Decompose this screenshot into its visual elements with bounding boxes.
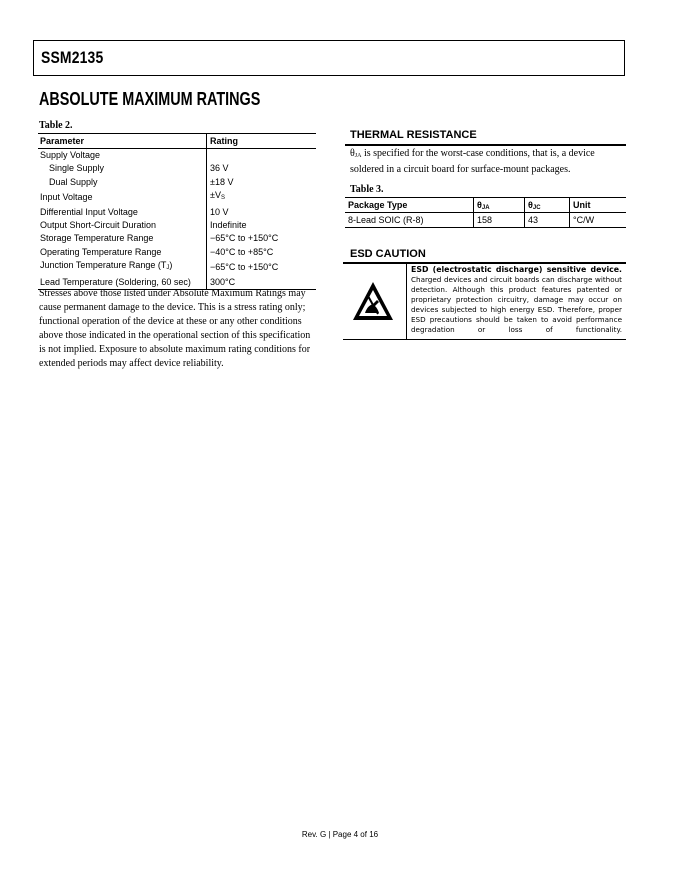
rating-cell xyxy=(207,149,317,163)
thermal-resistance-table xyxy=(345,197,626,228)
theta-ja-subscript: JA xyxy=(481,204,490,211)
parameter-suffix: ) xyxy=(169,260,173,271)
table-row xyxy=(38,189,316,205)
parameter-cell: Input Voltage xyxy=(40,191,93,202)
table-header-row xyxy=(38,134,316,149)
rating-cell: ±18 V xyxy=(207,176,317,189)
column-header-theta-jc xyxy=(525,198,570,213)
esd-warning-triangle-icon xyxy=(351,280,395,322)
esd-caution-text xyxy=(411,265,622,335)
parameter-prefix: Junction Temperature Range (T xyxy=(40,260,167,271)
table-row xyxy=(38,206,316,219)
table-row xyxy=(38,219,316,232)
rating-cell: 10 V xyxy=(207,206,317,219)
parameter-cell: Supply Voltage xyxy=(40,150,101,160)
table-header-row xyxy=(345,198,626,213)
thermal-description xyxy=(350,147,625,177)
theta-jc-cell: 43 xyxy=(525,213,570,228)
absolute-max-ratings-table xyxy=(38,133,316,290)
rating-cell: 300°C xyxy=(207,276,317,290)
column-header-theta-ja xyxy=(474,198,525,213)
thermal-description-text: is specified for the worst-case conditions, that is, a device soldered in a circuit board for surface-mount packages. xyxy=(350,148,595,175)
parameter-cell: Output Short-Circuit Duration xyxy=(40,220,157,231)
column-header-parameter: Parameter xyxy=(38,134,207,149)
theta-subscript: JA xyxy=(354,153,362,159)
table-row xyxy=(38,162,316,175)
esd-caution-box xyxy=(343,263,626,340)
rating-cell: 36 V xyxy=(207,162,317,175)
theta-ja-cell: 158 xyxy=(474,213,525,228)
stress-note: Stresses above those listed under Absolute Maximum Ratings may cause permanent damage to the device. This is a stress rating only; functional operation of the device at these or any other conditions above those indicated in the operational section of this specification is not implied. Exposure to absolute maximum rating conditions for extended periods may affect device reliability. xyxy=(39,288,311,369)
parameter-cell: Dual Supply xyxy=(49,176,98,187)
parameter-cell xyxy=(38,259,207,275)
unit-cell: °C/W xyxy=(570,213,627,228)
rating-cell: −40°C to +85°C xyxy=(207,246,317,259)
header-box xyxy=(33,40,625,76)
rating-prefix: ±V xyxy=(210,190,221,201)
thermal-heading-rule xyxy=(345,144,626,146)
rating-cell xyxy=(207,189,317,205)
table-row xyxy=(38,232,316,245)
rating-subscript: S xyxy=(220,195,225,202)
esd-icon-cell xyxy=(343,263,407,339)
table-row xyxy=(38,149,316,163)
parameter-cell: Differential Input Voltage xyxy=(40,206,138,217)
theta-symbol: θ xyxy=(350,148,355,159)
parameter-cell: Operating Temperature Range xyxy=(40,246,162,257)
page-footer: Rev. G | Page 4 of 16 xyxy=(301,830,379,839)
rating-cell: Indefinite xyxy=(207,219,317,232)
parameter-cell: Lead Temperature (Soldering, 60 sec) xyxy=(38,276,207,290)
thermal-resistance-heading: THERMAL RESISTANCE xyxy=(350,129,477,141)
table-row xyxy=(38,259,316,275)
table-row xyxy=(38,176,316,189)
esd-caution-body: Charged devices and circuit boards can discharge without detection. Although this product features patented or proprietary protection circuitry, damage may occur on devices subjected to high energy ESD. Therefore, proper ESD precautions should be taken to avoid performance degradation or loss of functionality. xyxy=(411,275,622,334)
esd-caution-heading: ESD CAUTION xyxy=(350,248,426,260)
theta-jc-symbol: θ xyxy=(528,199,533,210)
page-title: ABSOLUTE MAXIMUM RATINGS xyxy=(39,89,261,109)
table2-caption: Table 2. xyxy=(39,120,73,131)
parameter-cell: Storage Temperature Range xyxy=(40,233,154,244)
column-header-package: Package Type xyxy=(345,198,474,213)
rating-cell: −65°C to +150°C xyxy=(207,232,317,245)
theta-ja-symbol: θ xyxy=(477,199,482,210)
rating-cell: −65°C to +150°C xyxy=(207,259,317,275)
part-number: SSM2135 xyxy=(41,48,104,67)
table-row xyxy=(38,246,316,259)
esd-caution-lead: ESD (electrostatic discharge) sensitive device. xyxy=(411,265,622,274)
column-header-rating: Rating xyxy=(207,134,317,149)
package-cell: 8-Lead SOIC (R-8) xyxy=(345,213,474,228)
table-row xyxy=(345,213,626,228)
theta-jc-subscript: JC xyxy=(532,204,541,211)
table3-caption: Table 3. xyxy=(350,184,384,195)
column-header-unit: Unit xyxy=(570,198,627,213)
parameter-subscript: J xyxy=(166,265,170,272)
parameter-cell: Single Supply xyxy=(49,163,105,174)
